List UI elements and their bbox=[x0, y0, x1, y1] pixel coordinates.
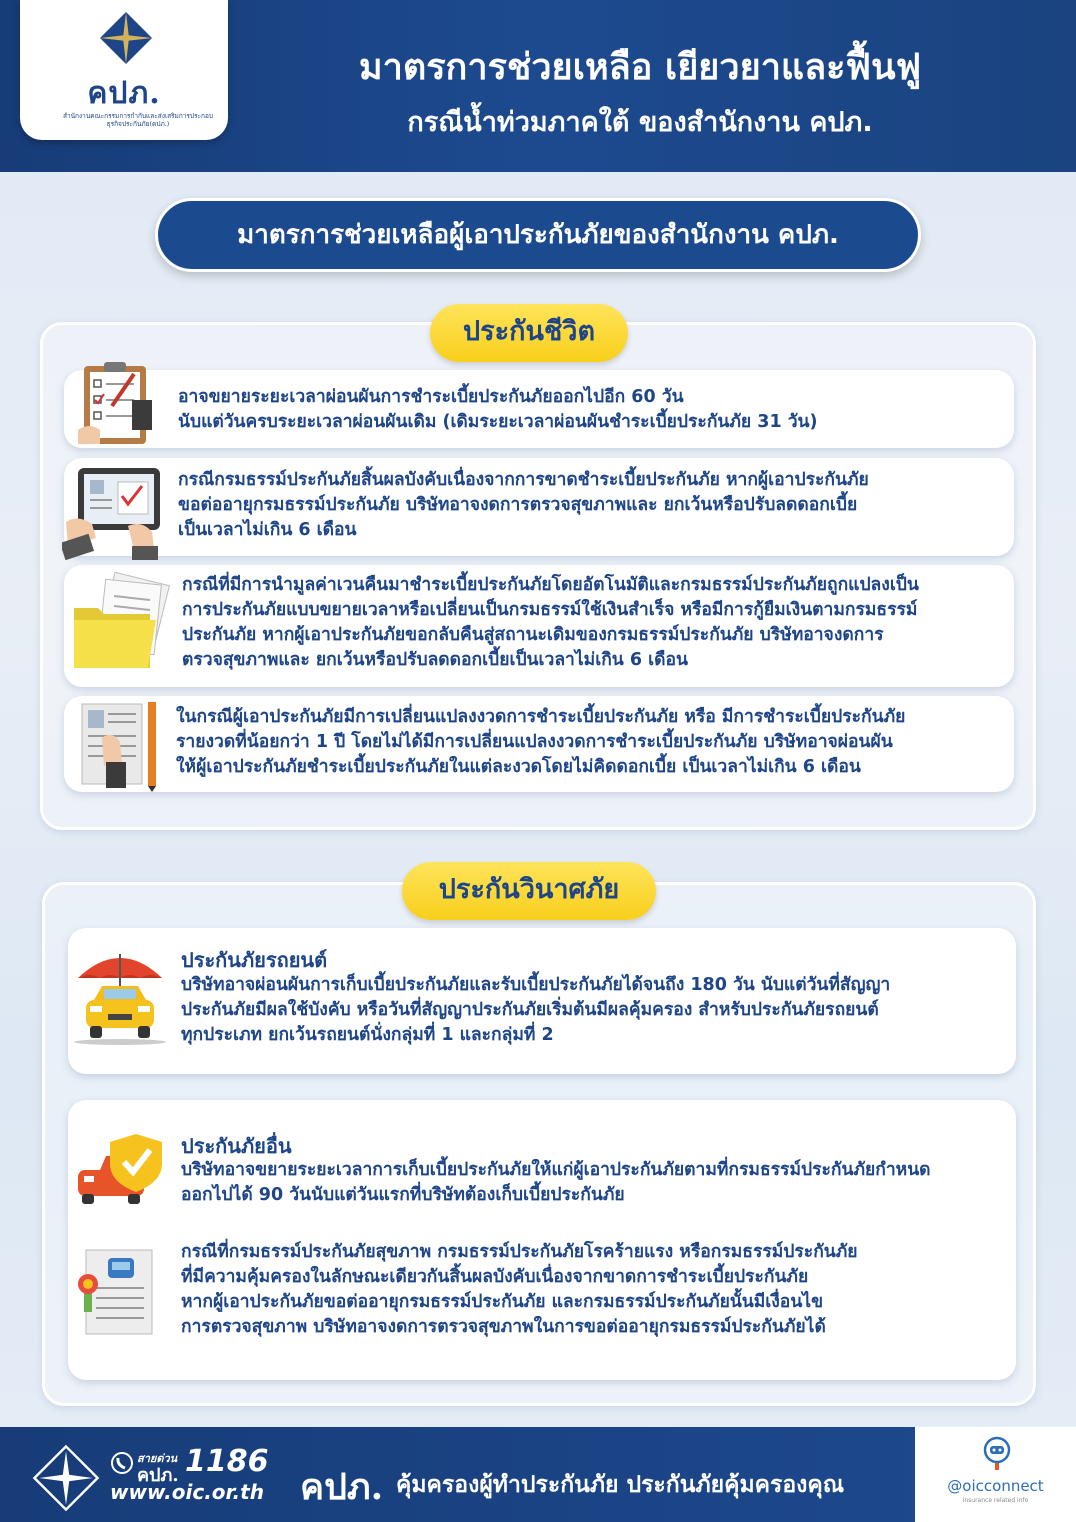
phone-icon bbox=[110, 1451, 134, 1475]
life-item-1-text: อาจขยายระยะเวลาผ่อนผันการชำระเบี้ยประกันภัยออกไปอีก 60 วัน นับแต่วันครบระยะเวลาผ่อนผันเดิม (เดิมระยะเวลาผ่อนผันชำระเบี้ยประกันภัย 31 วัน) bbox=[178, 387, 818, 432]
life-item-3-text: กรณีที่มีการนำมูลค่าเวนคืนมาชำระเบี้ยประกันภัยโดยอัตโนมัติและกรมธรรม์ประกันภัยถูกแปลงเป็น การประกันภัยแบบขยายเวลาหรือเปลี่ยนเป็นกรมธรรม์ใช้เงินสำเร็จ หรือมีการกู้ยืมเงินตามกรมธรรม์ ประกันภัย หากผู้เอาประกันภัยขอกลับคืนสู่สถานะเดิมของกรมธรรม์ประกันภัย บริษัทอาจงดการ ตรวจสุขภาพและ ยกเว้นหรือปรับลดดอกเบี้ยเป็นเวลาไม่เกิน 6 เดือน bbox=[182, 575, 919, 670]
other-insurance-text: บริษัทอาจขยายระยะเวลาการเก็บเบี้ยประกันภัยให้แก่ผู้เอาประกันภัยตามที่กรมธรรม์ประกันภัยกำหนด ออกไปได้ 90 วันนับแต่วันแรกที่บริษัทต้องเก็บเบี้ยประกันภัย bbox=[181, 1160, 931, 1205]
document-pencil-icon bbox=[76, 696, 166, 792]
oicconnect-handle[interactable]: @oicconnect bbox=[947, 1477, 1044, 1495]
other-insurance-title: ประกันภัยอื่น bbox=[181, 1134, 292, 1158]
life-item-2-text: กรณีกรมธรรม์ประกันภัยสิ้นผลบังคับเนื่องจากการขาดชำระเบี้ยประกันภัย หากผู้เอาประกันภัย ขอต่ออายุกรมธรรม์ประกันภัย บริษัทอาจงดการตรวจสุขภาพและ ยกเว้นหรือปรับลดดอกเบี้ย เป็นเวลาไม่เกิน 6 เดือน bbox=[178, 470, 869, 540]
measures-banner: มาตรการช่วยเหลือผู้เอาประกันภัยของสำนักงาน คปภ. bbox=[155, 198, 921, 272]
hotline-label: สายด่วน bbox=[137, 1452, 178, 1465]
page-title: มาตรการช่วยเหลือ เยียวยาและฟื้นฟู bbox=[358, 47, 922, 88]
nonlife-insurance-heading: ประกันวินาศภัย bbox=[402, 862, 656, 920]
robot-mascot-icon bbox=[982, 1434, 1012, 1474]
clipboard-checklist-icon bbox=[76, 360, 156, 448]
logo-subtext: สำนักงานคณะกรรมการกำกับและส่งเสริมการประกอบธุรกิจประกันภัย(คปภ.) bbox=[63, 112, 213, 128]
motor-insurance-text: บริษัทอาจผ่อนผันการเก็บเบี้ยประกันภัยและรับเบี้ยประกันภัยได้จนถึง 180 วัน นับแต่วันที่สัญญา ประกันภัยมีผลใช้บังคับ หรือวันที่สัญญาประกันภัยเริ่มต้นมีผลคุ้มครอง สำหรับประกันภัยรถยนต์ ทุกประเภท ยกเว้นรถยนต์นั่งกลุ่มที่ 1 และกลุ่มที่ 2 bbox=[181, 975, 891, 1045]
logo-text: คปภ. bbox=[87, 76, 161, 111]
website-link[interactable]: www.oic.or.th bbox=[110, 1480, 264, 1504]
tablet-form-icon bbox=[62, 462, 162, 560]
life-item-4-text: ในกรณีผู้เอาประกันภัยมีการเปลี่ยนแปลงงวดการชำระเบี้ยประกันภัย หรือ มีการชำระเบี้ยประกันภัย รายงวดที่น้อยกว่า 1 ปี โดยไม่ได้มีการเปลี่ยนแปลงงวดการชำระเบี้ยประกันภัย บริษัทอาจผ่อนผัน ให้ผู้เอาประกันภัยชำระเบี้ยประกันภัยในแต่ละงวดโดยไม่คิดดอกเบี้ย เป็นเวลาไม่เกิน 6 เดือน bbox=[176, 707, 906, 777]
car-shield-icon bbox=[70, 1130, 166, 1210]
health-policy-text: กรณีที่กรมธรรม์ประกันภัยสุขภาพ กรมธรรม์ประกันภัยโรคร้ายแรง หรือกรมธรรม์ประกันภัย ที่มีความคุ้มครองในลักษณะเดียวกันสิ้นผลบังคับเนื่องจากขาดการชำระเบี้ยประกันภัย หากผู้เอาประกันภัยขอต่ออายุกรมธรรม์ประกันภัย และกรมธรรม์ประกันภัยนั้นมีเงื่อนไข การตรวจสุขภาพ บริษัทอาจงดการตรวจสุขภาพในการขอต่ออายุกรมธรรม์ประกันภัยได้ bbox=[181, 1242, 858, 1337]
footer-slogan: คุ้มครองผู้ทำประกันภัย ประกันภัยคุ้มครองคุณ bbox=[396, 1472, 845, 1498]
life-insurance-heading: ประกันชีวิต bbox=[430, 304, 628, 362]
page-subtitle: กรณีน้ำท่วมภาคใต้ ของสำนักงาน คปภ. bbox=[407, 107, 873, 138]
oic-logo-card bbox=[20, 0, 228, 140]
car-umbrella-icon bbox=[70, 944, 170, 1050]
oicconnect-subtext: insurance related info bbox=[962, 1497, 1029, 1504]
motor-insurance-title: ประกันภัยรถยนต์ bbox=[181, 948, 328, 972]
oic-diamond-footer-icon bbox=[32, 1444, 100, 1512]
oic-diamond-logo-icon bbox=[98, 10, 154, 66]
footer-brand: คปภ. bbox=[300, 1466, 384, 1508]
hotline-number[interactable]: 1186 bbox=[185, 1444, 269, 1479]
certificate-icon bbox=[74, 1246, 158, 1338]
folder-documents-icon bbox=[72, 572, 172, 672]
hotline-logo: คปภ. bbox=[137, 1465, 179, 1486]
